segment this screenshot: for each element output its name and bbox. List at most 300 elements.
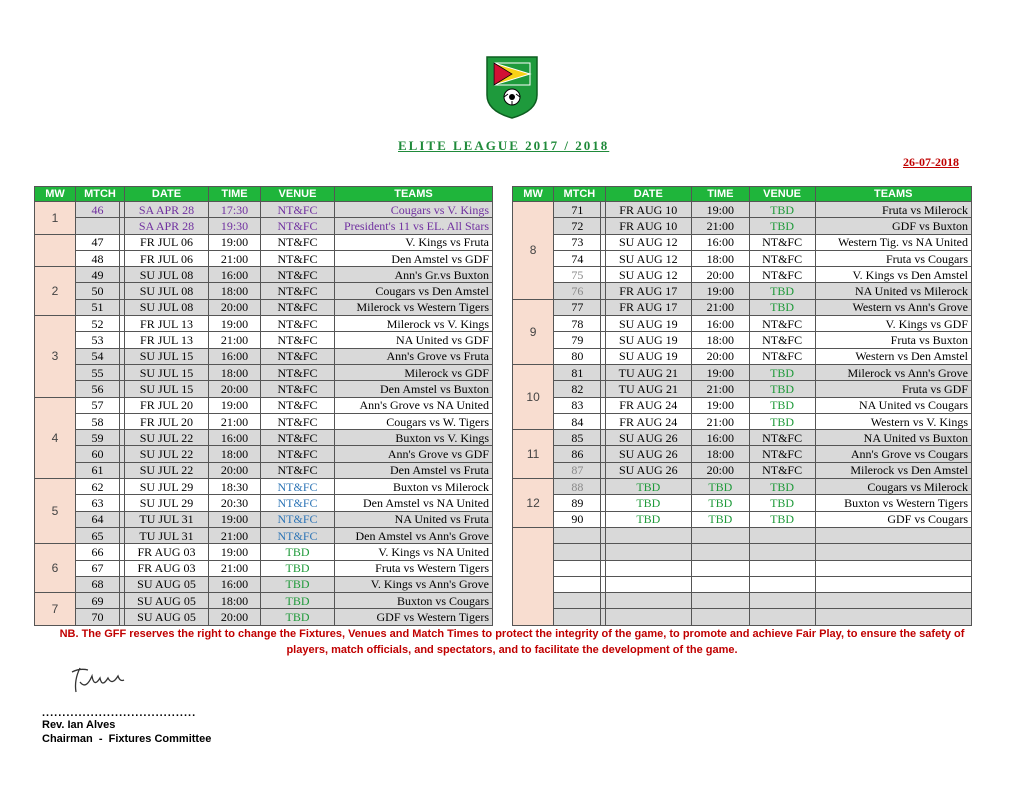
table-row bbox=[35, 332, 493, 348]
matchweek-cell bbox=[513, 527, 554, 625]
page-title: ELITE LEAGUE 2017 / 2018 bbox=[398, 138, 610, 153]
venue-cell: NT&FC bbox=[261, 462, 335, 478]
venue-cell bbox=[749, 527, 815, 543]
date-cell: SU JUL 29 bbox=[125, 479, 209, 495]
teams-cell: Den Amstel vs Buxton bbox=[335, 381, 493, 397]
date-cell: SA APR 28 bbox=[125, 218, 209, 234]
time-cell: 16:00 bbox=[209, 348, 261, 364]
teams-cell: Buxton vs Western Tigers bbox=[815, 495, 971, 511]
match-number-cell: 48 bbox=[76, 250, 120, 266]
time-cell: 20:00 bbox=[209, 462, 261, 478]
table-row bbox=[35, 462, 493, 478]
teams-cell: Den Amstel vs NA United bbox=[335, 495, 493, 511]
match-number-cell: 76 bbox=[554, 283, 601, 299]
matchweek-cell: 3 bbox=[35, 316, 76, 397]
venue-cell: TBD bbox=[749, 202, 815, 218]
time-cell: 19:00 bbox=[209, 234, 261, 250]
venue-cell: NT&FC bbox=[749, 446, 815, 462]
time-cell bbox=[692, 560, 750, 576]
venue-cell bbox=[749, 593, 815, 609]
match-number-cell: 81 bbox=[554, 364, 601, 380]
match-number-cell bbox=[554, 527, 601, 543]
date-cell: SU AUG 05 bbox=[125, 576, 209, 592]
venue-cell: TBD bbox=[749, 364, 815, 380]
table-row bbox=[35, 593, 493, 609]
col-header-time: TIME bbox=[692, 187, 750, 202]
teams-cell bbox=[815, 544, 971, 560]
time-cell: 16:00 bbox=[209, 267, 261, 283]
table-row bbox=[35, 446, 493, 462]
col-header-mtch: MTCH bbox=[76, 187, 125, 202]
venue-cell: NT&FC bbox=[749, 462, 815, 478]
table-row bbox=[513, 430, 972, 446]
signature-image bbox=[66, 662, 136, 698]
date-cell: SU AUG 26 bbox=[605, 430, 691, 446]
table-row bbox=[35, 299, 493, 315]
table-row bbox=[35, 576, 493, 592]
venue-cell: TBD bbox=[749, 413, 815, 429]
match-number-cell: 74 bbox=[554, 250, 601, 266]
teams-cell: Cougars vs W. Tigers bbox=[335, 413, 493, 429]
teams-cell: Fruta vs Buxton bbox=[815, 332, 971, 348]
teams-cell: Fruta vs Cougars bbox=[815, 250, 971, 266]
date-cell: FR JUL 06 bbox=[125, 234, 209, 250]
date-cell: FR AUG 17 bbox=[605, 283, 691, 299]
match-number-cell: 58 bbox=[76, 413, 120, 429]
venue-cell: NT&FC bbox=[749, 332, 815, 348]
col-header-mw: MW bbox=[35, 187, 76, 202]
venue-cell: NT&FC bbox=[261, 413, 335, 429]
table-header-row bbox=[513, 187, 972, 202]
matchweek-cell: 10 bbox=[513, 364, 554, 429]
match-number-cell: 64 bbox=[76, 511, 120, 527]
date-cell: SU JUL 08 bbox=[125, 283, 209, 299]
time-cell: 18:00 bbox=[692, 250, 750, 266]
table-row bbox=[513, 316, 972, 332]
table-row bbox=[35, 283, 493, 299]
matchweek-cell bbox=[35, 234, 76, 267]
venue-cell: NT&FC bbox=[261, 234, 335, 250]
date-cell: TU JUL 31 bbox=[125, 511, 209, 527]
match-number-cell: 68 bbox=[76, 576, 120, 592]
time-cell: 20:00 bbox=[692, 462, 750, 478]
table-row bbox=[35, 267, 493, 283]
date-cell: TU AUG 21 bbox=[605, 381, 691, 397]
date-cell: SU JUL 08 bbox=[125, 267, 209, 283]
match-number-cell: 73 bbox=[554, 234, 601, 250]
teams-cell: Western vs V. Kings bbox=[815, 413, 971, 429]
table-row bbox=[513, 544, 972, 560]
table-row bbox=[35, 218, 493, 234]
time-cell: 20:00 bbox=[209, 609, 261, 625]
time-cell: TBD bbox=[692, 511, 750, 527]
time-cell: 21:00 bbox=[692, 413, 750, 429]
table-row bbox=[35, 430, 493, 446]
teams-cell: V. Kings vs Den Amstel bbox=[815, 267, 971, 283]
table-row bbox=[513, 446, 972, 462]
venue-cell: TBD bbox=[749, 283, 815, 299]
teams-cell bbox=[815, 576, 971, 592]
fixtures-table-right bbox=[512, 186, 972, 626]
teams-cell: NA United vs Fruta bbox=[335, 511, 493, 527]
time-cell: 18:00 bbox=[692, 446, 750, 462]
matchweek-cell: 6 bbox=[35, 544, 76, 593]
match-number-cell: 86 bbox=[554, 446, 601, 462]
venue-cell: NT&FC bbox=[261, 316, 335, 332]
time-cell: 18:00 bbox=[692, 332, 750, 348]
table-row bbox=[513, 250, 972, 266]
match-number-cell: 88 bbox=[554, 479, 601, 495]
teams-cell: Ann's Gr.vs Buxton bbox=[335, 267, 493, 283]
match-number-cell: 49 bbox=[76, 267, 120, 283]
time-cell: 20:30 bbox=[209, 495, 261, 511]
venue-cell: NT&FC bbox=[261, 218, 335, 234]
matchweek-cell: 7 bbox=[35, 593, 76, 626]
col-header-teams: TEAMS bbox=[815, 187, 971, 202]
table-row bbox=[35, 397, 493, 413]
time-cell: 21:00 bbox=[209, 413, 261, 429]
disclaimer-note: NB. The GFF reserves the right to change the Fixtures, Venues and Match Times to protect the integrity of the game, to promote and achieve Fair Play, to ensure the safety of players, match officials, and spectators, and to facilitate the development of the game. bbox=[59, 628, 965, 656]
teams-cell: NA United vs Cougars bbox=[815, 397, 971, 413]
match-number-cell bbox=[554, 560, 601, 576]
date-cell bbox=[605, 576, 691, 592]
teams-cell: Cougars vs Milerock bbox=[815, 479, 971, 495]
col-header-mtch: MTCH bbox=[554, 187, 605, 202]
table-row bbox=[513, 576, 972, 592]
venue-cell bbox=[749, 544, 815, 560]
matchweek-cell: 9 bbox=[513, 299, 554, 364]
date-cell: TU AUG 21 bbox=[605, 364, 691, 380]
table-row bbox=[35, 479, 493, 495]
date-cell: FR AUG 03 bbox=[125, 560, 209, 576]
signatory-name: Rev. Ian Alves bbox=[42, 719, 116, 731]
match-number-cell: 50 bbox=[76, 283, 120, 299]
teams-cell: Buxton vs Cougars bbox=[335, 593, 493, 609]
venue-cell: NT&FC bbox=[261, 495, 335, 511]
match-number-cell bbox=[554, 609, 601, 625]
table-row bbox=[513, 202, 972, 218]
table-row bbox=[513, 593, 972, 609]
teams-cell: Den Amstel vs Fruta bbox=[335, 462, 493, 478]
time-cell: 19:00 bbox=[209, 511, 261, 527]
teams-cell: V. Kings vs NA United bbox=[335, 544, 493, 560]
teams-cell: Milerock vs Den Amstel bbox=[815, 462, 971, 478]
venue-cell: TBD bbox=[749, 495, 815, 511]
venue-cell: NT&FC bbox=[261, 250, 335, 266]
date-cell: SU AUG 19 bbox=[605, 316, 691, 332]
date-cell: FR AUG 24 bbox=[605, 397, 691, 413]
venue-cell bbox=[749, 576, 815, 592]
match-number-cell: 60 bbox=[76, 446, 120, 462]
venue-cell: NT&FC bbox=[749, 348, 815, 364]
date-cell: SU AUG 19 bbox=[605, 348, 691, 364]
teams-cell: Western vs Den Amstel bbox=[815, 348, 971, 364]
match-number-cell: 75 bbox=[554, 267, 601, 283]
date-cell: SU JUL 15 bbox=[125, 364, 209, 380]
time-cell: 20:00 bbox=[209, 381, 261, 397]
table-row bbox=[513, 364, 972, 380]
time-cell: 18:00 bbox=[209, 593, 261, 609]
time-cell: 21:00 bbox=[692, 218, 750, 234]
table-row bbox=[513, 462, 972, 478]
date-cell: FR JUL 06 bbox=[125, 250, 209, 266]
venue-cell: TBD bbox=[749, 511, 815, 527]
date-cell: SU JUL 08 bbox=[125, 299, 209, 315]
date-cell: TU JUL 31 bbox=[125, 527, 209, 543]
table-row bbox=[35, 316, 493, 332]
time-cell: 18:30 bbox=[209, 479, 261, 495]
date-cell: SU AUG 26 bbox=[605, 462, 691, 478]
date-cell: FR JUL 13 bbox=[125, 316, 209, 332]
match-number-cell: 77 bbox=[554, 299, 601, 315]
teams-cell: Ann's Grove vs NA United bbox=[335, 397, 493, 413]
teams-cell: Ann's Grove vs Cougars bbox=[815, 446, 971, 462]
date-cell: SU JUL 15 bbox=[125, 381, 209, 397]
teams-cell: Den Amstel vs GDF bbox=[335, 250, 493, 266]
table-row bbox=[513, 479, 972, 495]
date-cell: FR AUG 10 bbox=[605, 218, 691, 234]
time-cell: 19:00 bbox=[692, 202, 750, 218]
table-row bbox=[513, 218, 972, 234]
match-number-cell: 70 bbox=[76, 609, 120, 625]
time-cell bbox=[692, 544, 750, 560]
table-row bbox=[35, 364, 493, 380]
teams-cell: Western Tig. vs NA United bbox=[815, 234, 971, 250]
col-header-venue: VENUE bbox=[261, 187, 335, 202]
matchweek-cell: 12 bbox=[513, 479, 554, 528]
date-cell: SU JUL 15 bbox=[125, 348, 209, 364]
venue-cell: NT&FC bbox=[261, 527, 335, 543]
teams-cell: Fruta vs Milerock bbox=[815, 202, 971, 218]
date-cell: SU AUG 05 bbox=[125, 593, 209, 609]
match-number-cell: 89 bbox=[554, 495, 601, 511]
date-cell: SU JUL 22 bbox=[125, 462, 209, 478]
match-number-cell: 79 bbox=[554, 332, 601, 348]
time-cell: 19:00 bbox=[209, 316, 261, 332]
time-cell: 20:00 bbox=[692, 267, 750, 283]
date-cell: SU AUG 19 bbox=[605, 332, 691, 348]
match-number-cell: 69 bbox=[76, 593, 120, 609]
time-cell: 19:00 bbox=[209, 544, 261, 560]
matchweek-cell: 5 bbox=[35, 479, 76, 544]
time-cell: TBD bbox=[692, 479, 750, 495]
venue-cell: NT&FC bbox=[261, 446, 335, 462]
venue-cell: NT&FC bbox=[261, 397, 335, 413]
teams-cell: President's 11 vs EL. All Stars bbox=[335, 218, 493, 234]
matchweek-cell: 11 bbox=[513, 430, 554, 479]
teams-cell: Milerock vs Western Tigers bbox=[335, 299, 493, 315]
time-cell: TBD bbox=[692, 495, 750, 511]
table-row bbox=[35, 527, 493, 543]
venue-cell: NT&FC bbox=[261, 348, 335, 364]
match-number-cell: 66 bbox=[76, 544, 120, 560]
venue-cell: NT&FC bbox=[261, 511, 335, 527]
teams-cell: Milerock vs Ann's Grove bbox=[815, 364, 971, 380]
table-row bbox=[513, 348, 972, 364]
teams-cell: Fruta vs GDF bbox=[815, 381, 971, 397]
time-cell bbox=[692, 609, 750, 625]
match-number-cell: 51 bbox=[76, 299, 120, 315]
match-number-cell: 63 bbox=[76, 495, 120, 511]
teams-cell: Den Amstel vs Ann's Grove bbox=[335, 527, 493, 543]
venue-cell: NT&FC bbox=[261, 381, 335, 397]
table-row bbox=[35, 413, 493, 429]
time-cell: 16:00 bbox=[209, 430, 261, 446]
match-number-cell: 54 bbox=[76, 348, 120, 364]
date-cell: FR AUG 10 bbox=[605, 202, 691, 218]
time-cell: 18:00 bbox=[209, 446, 261, 462]
date-cell bbox=[605, 560, 691, 576]
time-cell: 21:00 bbox=[209, 250, 261, 266]
time-cell: 21:00 bbox=[209, 560, 261, 576]
table-row bbox=[35, 560, 493, 576]
time-cell: 19:00 bbox=[692, 364, 750, 380]
fixtures-table-left bbox=[34, 186, 493, 626]
match-number-cell: 80 bbox=[554, 348, 601, 364]
venue-cell: TBD bbox=[261, 593, 335, 609]
teams-cell: V. Kings vs Fruta bbox=[335, 234, 493, 250]
time-cell: 19:30 bbox=[209, 218, 261, 234]
time-cell: 18:00 bbox=[209, 283, 261, 299]
venue-cell: TBD bbox=[261, 609, 335, 625]
col-header-date: DATE bbox=[605, 187, 691, 202]
venue-cell: NT&FC bbox=[749, 234, 815, 250]
time-cell: 19:00 bbox=[692, 283, 750, 299]
table-row bbox=[513, 495, 972, 511]
venue-cell: NT&FC bbox=[261, 332, 335, 348]
date-cell: FR JUL 20 bbox=[125, 397, 209, 413]
match-number-cell: 55 bbox=[76, 364, 120, 380]
teams-cell: Cougars vs V. Kings bbox=[335, 202, 493, 218]
time-cell: 21:00 bbox=[692, 299, 750, 315]
table-row bbox=[513, 527, 972, 543]
matchweek-cell: 4 bbox=[35, 397, 76, 478]
match-number-cell: 56 bbox=[76, 381, 120, 397]
date-cell: FR AUG 24 bbox=[605, 413, 691, 429]
match-number-cell bbox=[554, 576, 601, 592]
match-number-cell: 72 bbox=[554, 218, 601, 234]
teams-cell: Ann's Grove vs Fruta bbox=[335, 348, 493, 364]
teams-cell: Ann's Grove vs GDF bbox=[335, 446, 493, 462]
match-number-cell: 87 bbox=[554, 462, 601, 478]
date-cell: SU AUG 12 bbox=[605, 234, 691, 250]
gff-crest-icon bbox=[484, 55, 540, 119]
venue-cell: NT&FC bbox=[749, 430, 815, 446]
date-cell: SU AUG 26 bbox=[605, 446, 691, 462]
teams-cell bbox=[815, 527, 971, 543]
venue-cell: TBD bbox=[261, 544, 335, 560]
col-header-teams: TEAMS bbox=[335, 187, 493, 202]
date-cell bbox=[605, 593, 691, 609]
venue-cell: NT&FC bbox=[749, 250, 815, 266]
table-row bbox=[513, 397, 972, 413]
match-number-cell: 62 bbox=[76, 479, 120, 495]
time-cell: 19:00 bbox=[209, 397, 261, 413]
match-number-cell: 82 bbox=[554, 381, 601, 397]
venue-cell: TBD bbox=[749, 218, 815, 234]
time-cell: 18:00 bbox=[209, 364, 261, 380]
teams-cell: Cougars vs Den Amstel bbox=[335, 283, 493, 299]
venue-cell: NT&FC bbox=[261, 364, 335, 380]
teams-cell: Milerock vs GDF bbox=[335, 364, 493, 380]
time-cell: 16:00 bbox=[692, 234, 750, 250]
table-row bbox=[513, 609, 972, 625]
table-row bbox=[513, 332, 972, 348]
col-header-date: DATE bbox=[125, 187, 209, 202]
table-row bbox=[513, 413, 972, 429]
teams-cell: Western vs Ann's Grove bbox=[815, 299, 971, 315]
date-cell: SU JUL 22 bbox=[125, 446, 209, 462]
venue-cell: TBD bbox=[749, 479, 815, 495]
time-cell bbox=[692, 576, 750, 592]
matchweek-cell: 2 bbox=[35, 267, 76, 316]
table-row bbox=[513, 267, 972, 283]
teams-cell: NA United vs Buxton bbox=[815, 430, 971, 446]
venue-cell: NT&FC bbox=[749, 316, 815, 332]
date-cell: TBD bbox=[605, 479, 691, 495]
match-number-cell: 47 bbox=[76, 234, 120, 250]
venue-cell: TBD bbox=[261, 560, 335, 576]
venue-cell: TBD bbox=[749, 381, 815, 397]
time-cell bbox=[692, 527, 750, 543]
match-number-cell: 78 bbox=[554, 316, 601, 332]
date-cell: SA APR 28 bbox=[125, 202, 209, 218]
teams-cell bbox=[815, 593, 971, 609]
match-number-cell: 57 bbox=[76, 397, 120, 413]
match-number-cell: 83 bbox=[554, 397, 601, 413]
table-row bbox=[513, 511, 972, 527]
teams-cell: Buxton vs V. Kings bbox=[335, 430, 493, 446]
table-row bbox=[35, 609, 493, 625]
match-number-cell: 53 bbox=[76, 332, 120, 348]
time-cell: 16:00 bbox=[692, 430, 750, 446]
date-cell: FR AUG 03 bbox=[125, 544, 209, 560]
match-number-cell bbox=[554, 544, 601, 560]
teams-cell bbox=[815, 560, 971, 576]
matchweek-cell: 1 bbox=[35, 202, 76, 235]
date-cell: SU JUL 29 bbox=[125, 495, 209, 511]
match-number-cell: 59 bbox=[76, 430, 120, 446]
venue-cell: NT&FC bbox=[261, 267, 335, 283]
date-cell bbox=[605, 609, 691, 625]
time-cell: 20:00 bbox=[692, 348, 750, 364]
match-number-cell: 52 bbox=[76, 316, 120, 332]
venue-cell: TBD bbox=[749, 397, 815, 413]
venue-cell: TBD bbox=[261, 576, 335, 592]
venue-cell bbox=[749, 560, 815, 576]
teams-cell: NA United vs GDF bbox=[335, 332, 493, 348]
table-row bbox=[35, 234, 493, 250]
date-cell: FR AUG 17 bbox=[605, 299, 691, 315]
time-cell: 17:30 bbox=[209, 202, 261, 218]
table-row bbox=[35, 250, 493, 266]
time-cell: 21:00 bbox=[692, 381, 750, 397]
date-cell: SU AUG 12 bbox=[605, 267, 691, 283]
venue-cell: TBD bbox=[749, 299, 815, 315]
issue-date: 26-07-2018 bbox=[903, 155, 959, 169]
match-number-cell: 61 bbox=[76, 462, 120, 478]
time-cell: 20:00 bbox=[209, 299, 261, 315]
teams-cell bbox=[815, 609, 971, 625]
venue-cell: NT&FC bbox=[749, 267, 815, 283]
venue-cell: NT&FC bbox=[261, 430, 335, 446]
teams-cell: Milerock vs V. Kings bbox=[335, 316, 493, 332]
match-number-cell: 84 bbox=[554, 413, 601, 429]
table-row bbox=[513, 234, 972, 250]
date-cell: FR JUL 20 bbox=[125, 413, 209, 429]
col-header-time: TIME bbox=[209, 187, 261, 202]
venue-cell: NT&FC bbox=[261, 299, 335, 315]
